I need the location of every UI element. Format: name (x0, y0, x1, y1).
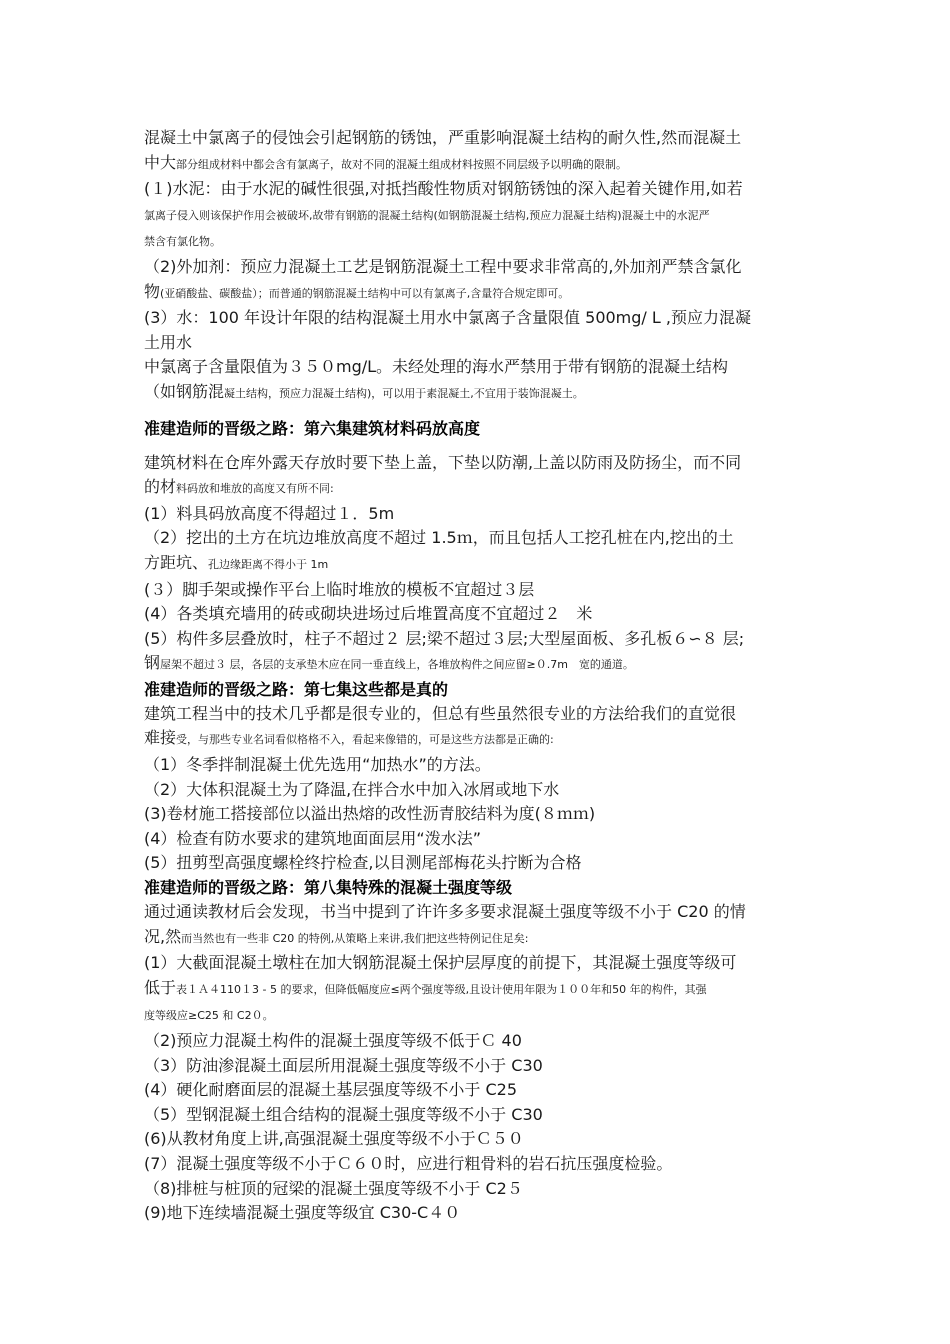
paragraph-line: 度等级应≥C25 和 C2０。 (144, 1009, 274, 1023)
section-heading: 准建造师的晋级之路：第七集这些都是真的 (144, 679, 449, 699)
section-true-facts (144, 702, 804, 876)
list-item: (5）构件多层叠放时，柱子不超过２ 层;梁不超过３层;大型屋面板、多孔板６∽８ 层; (144, 628, 745, 648)
list-item: （2）大体积混凝土为了降温,在拌合水中加入冰屑或地下水 (144, 779, 560, 799)
section-chloride (144, 126, 804, 407)
paragraph-line: 难接受，与那些专业名词看似格格不入，看起来像错的，可是这些方法都是正确的: (144, 728, 554, 748)
list-item: （2)外加剂：预应力混凝土工艺是钢筋混凝土工程中要求非常高的,外加剂严禁含氯化 (144, 256, 742, 276)
paragraph-line: 通过通读教材后会发现，书当中提到了许许多多要求混凝土强度等级不小于 C20 的情 (144, 902, 746, 922)
list-item: (4）检查有防水要求的建筑地面面层用“泼水法” (144, 828, 482, 848)
list-item: （5）型钢混凝土组合结构的混凝土强度等级不小于 C30 (144, 1104, 543, 1124)
section-heading: 准建造师的晋级之路：第八集特殊的混凝土强度等级 (144, 878, 513, 898)
list-item: （2)预应力混凝土构件的混凝土强度等级不低于Ｃ 40 (144, 1031, 522, 1050)
section-concrete-strength (144, 900, 804, 1226)
paragraph-line: 土用水 (144, 332, 193, 352)
list-item: （3）防油渗混凝土面层所用混凝土强度等级不小于 C30 (144, 1055, 543, 1075)
list-item: (6)从教材角度上讲,高强混凝土强度等级不小于Ｃ５０ (144, 1129, 524, 1149)
paragraph-line: 的材料码放和堆放的高度又有所不同: (144, 477, 334, 497)
paragraph-line: 禁含有氯化物。 (144, 235, 221, 249)
paragraph-line: （如钢筋混凝土结构，预应力混凝土结构)，可以用于素混凝土,不宜用于装饰混凝土。 (144, 381, 584, 401)
paragraph-line: 氯离子侵入则该保护作用会被破坏,故带有钢筋的混凝土结构(如钢筋混凝土结构,预应力混凝土结构)混凝土中的水泥严 (144, 208, 710, 222)
paragraph-line: 建筑工程当中的技术几乎都是很专业的，但总有些虽然很专业的方法给我们的直觉很 (144, 703, 737, 723)
list-item: (3）水：100 年设计年限的结构混凝土用水中氯离子含量限值 500mg/ L ,预应力混凝 (144, 308, 751, 328)
list-item: (4）各类填充墙用的砖或砌块进场过后堆置高度不宜超过２ 米 (144, 604, 593, 624)
section-heading: 准建造师的晋级之路：第六集建筑材料码放高度 (144, 418, 481, 438)
list-item: (1）料具码放高度不得超过１．5m (144, 503, 395, 523)
paragraph-line: 物(亚硝酸盐、碳酸盐）；而普通的钢筋混凝土结构中可以有氯离子,含量符合规定即可。 (144, 281, 570, 301)
paragraph-line: 中大部分组成材料中都会含有氯离子，故对不同的混凝土组成材料按照不同层级予以明确的限制。 (144, 152, 628, 172)
paragraph-line: 低于表１Ａ４110１3 - 5 的要求，但降低幅度应≤两个强度等级,且设计使用年限为１００年和50 年的构件，其强 (144, 977, 707, 997)
list-item: (7）混凝土强度等级不小于Ｃ６０时，应进行粗骨料的岩石抗压强度检验。 (144, 1153, 673, 1173)
document-page (144, 126, 804, 1226)
list-item: (5）扭剪型高强度螺栓终拧检查,以目测尾部梅花头拧断为合格 (144, 853, 582, 873)
list-item: (3)卷材施工搭接部位以溢出热熔的改性沥青胶结料为度(８ｍｍ) (144, 804, 596, 824)
section-material-stacking (144, 451, 804, 678)
paragraph-line: 况,然而当然也有一些非 C20 的特例,从策略上来讲,我们把这些特例记住足矣: (144, 926, 529, 946)
list-item: （1）冬季拌制混凝土优先选用“加热水”的方法。 (144, 755, 491, 775)
list-item: （2）挖出的土方在坑边堆放高度不超过 1.5ｍ，而且包括人工挖孔桩在内,挖出的土 (144, 528, 734, 548)
list-item: (３）脚手架或操作平台上临时堆放的模板不宜超过３层 (144, 579, 535, 599)
paragraph-line: 钢屋架不超过３ 层，各层的支承垫木应在同一垂直线上，各堆放构件之间应留≥０.7m 宽的通道。 (144, 653, 634, 673)
list-item: (4）硬化耐磨面层的混凝土基层强度等级不小于 C25 (144, 1080, 518, 1100)
list-item: （8)排桩与桩顶的冠梁的混凝土强度等级不小于 C2５ (144, 1178, 523, 1198)
paragraph-line: 混凝土中氯离子的侵蚀会引起钢筋的锈蚀，严重影响混凝土结构的耐久性,然而混凝土 (144, 128, 742, 147)
paragraph-line: 方距坑、孔边缘距离不得小于 1m (144, 552, 329, 572)
list-item: (1）大截面混凝土墩柱在加大钢筋混凝土保护层厚度的前提下，其混凝土强度等级可 (144, 953, 737, 973)
paragraph-line: 中氯离子含量限值为３５０mg/L。未经处理的海水严禁用于带有钢筋的混凝土结构 (144, 357, 729, 377)
paragraph-line: 建筑材料在仓库外露天存放时要下垫上盖，下垫以防潮,上盖以防雨及防扬尘，而不同 (144, 452, 742, 472)
list-item: (１)水泥：由于水泥的碱性很强,对抵挡酸性物质对钢筋锈蚀的深入起着关键作用,如若 (144, 179, 743, 199)
list-item: (9)地下连续墙混凝土强度等级宜 C30-C４０ (144, 1203, 461, 1223)
